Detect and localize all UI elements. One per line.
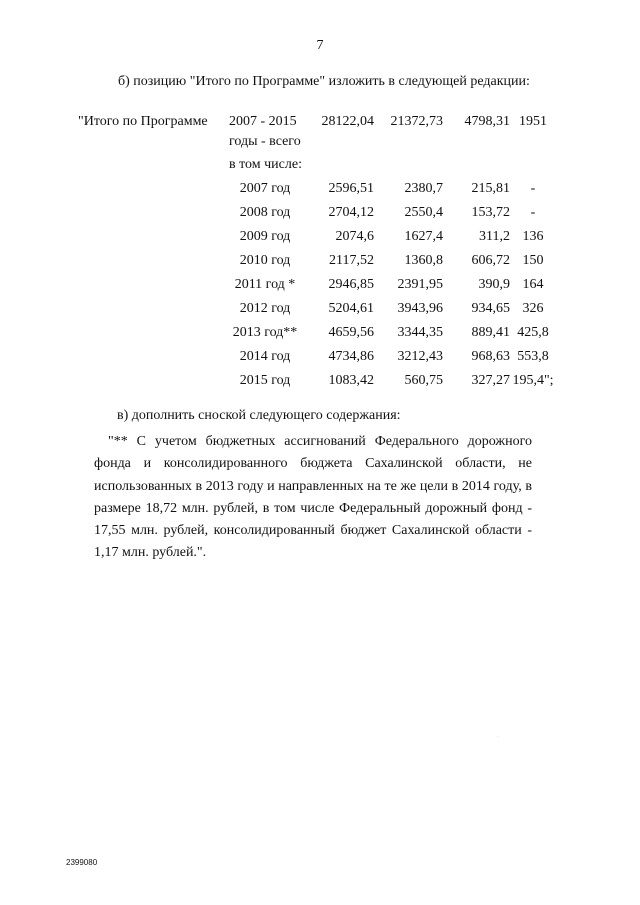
row-col-2: 2550,4 xyxy=(404,205,443,220)
total-col-2: 21372,73 xyxy=(390,114,443,129)
row-col-2: 2391,95 xyxy=(397,277,443,292)
row-col-2: 1360,8 xyxy=(404,253,443,268)
row-col-2: 2380,7 xyxy=(404,181,443,196)
row-col-2: 1627,4 xyxy=(404,229,443,244)
row-col-4: 164 xyxy=(522,277,544,292)
footnote-text xyxy=(94,431,532,565)
row-col-1: 4659,56 xyxy=(328,325,374,340)
section-b-heading: б) позицию "Итого по Программе" изложить в следующей редакции: xyxy=(118,74,530,89)
row-col-4: 136 xyxy=(522,229,544,244)
total-col-4: 1951 xyxy=(519,114,547,129)
including-label: в том числе: xyxy=(229,157,302,172)
row-col-1: 2074,6 xyxy=(335,229,374,244)
period-line-2: годы - всего xyxy=(229,134,301,149)
row-col-1: 5204,61 xyxy=(328,301,374,316)
row-col-4: - xyxy=(530,205,536,220)
row-year: 2009 год xyxy=(239,229,291,244)
total-col-1: 28122,04 xyxy=(321,114,374,129)
document-stamp: 2399080 xyxy=(66,858,98,867)
row-col-1: 2117,52 xyxy=(329,253,374,268)
row-col-3: 153,72 xyxy=(471,205,510,220)
row-col-2: 3212,43 xyxy=(397,349,443,364)
row-col-3: 215,81 xyxy=(471,181,510,196)
row-col-2: 3344,35 xyxy=(397,325,443,340)
row-col-3: 606,72 xyxy=(471,253,510,268)
total-col-3: 4798,31 xyxy=(464,114,510,129)
row-col-4: 195,4"; xyxy=(512,373,554,388)
row-col-4: 553,8 xyxy=(517,349,549,364)
section-v-heading: в) дополнить сноской следующего содержания: xyxy=(117,408,401,423)
row-year: 2007 год xyxy=(239,181,291,196)
row-year: 2014 год xyxy=(239,349,291,364)
row-col-4: 150 xyxy=(522,253,544,268)
row-col-1: 1083,42 xyxy=(328,373,374,388)
page-number: 7 xyxy=(316,38,324,53)
row-col-2: 560,75 xyxy=(404,373,443,388)
row-year: 2012 год xyxy=(239,301,291,316)
row-col-3: 311,2 xyxy=(479,229,510,244)
row-col-1: 2946,85 xyxy=(328,277,374,292)
row-col-1: 2596,51 xyxy=(328,181,374,196)
row-col-4: 425,8 xyxy=(517,325,549,340)
row-col-3: 327,27 xyxy=(471,373,510,388)
row-col-3: 934,65 xyxy=(471,301,510,316)
row-col-2: 3943,96 xyxy=(397,301,443,316)
row-col-3: 968,63 xyxy=(471,349,510,364)
row-col-1: 2704,12 xyxy=(328,205,374,220)
row-col-3: 889,41 xyxy=(471,325,510,340)
row-year: 2010 год xyxy=(239,253,291,268)
row-year: 2013 год** xyxy=(232,325,298,340)
row-year: 2011 год * xyxy=(234,277,296,292)
period-line-1: 2007 - 2015 xyxy=(229,114,297,129)
table-label: "Итого по Программе xyxy=(78,114,208,129)
scan-mark: · xyxy=(497,734,499,740)
row-year: 2015 год xyxy=(239,373,291,388)
footnote-paragraph: "** С учетом бюджетных ассигнований Федерального дорожного фонда и консолидированного бюджета Сахалинской области, не использованных в 2013 году и направленных на те же цели в 2014 году, в размере 18,72 млн. рублей, в том числе Федеральный дорожный фонд - 17,55 млн. рублей, консолидированный бюджет Сахалинской области - 1,17 млн. рублей.". xyxy=(94,434,532,561)
row-year: 2008 год xyxy=(239,205,291,220)
row-col-1: 4734,86 xyxy=(328,349,374,364)
row-col-4: - xyxy=(530,181,536,196)
row-col-4: 326 xyxy=(522,301,544,316)
row-col-3: 390,9 xyxy=(478,277,510,292)
